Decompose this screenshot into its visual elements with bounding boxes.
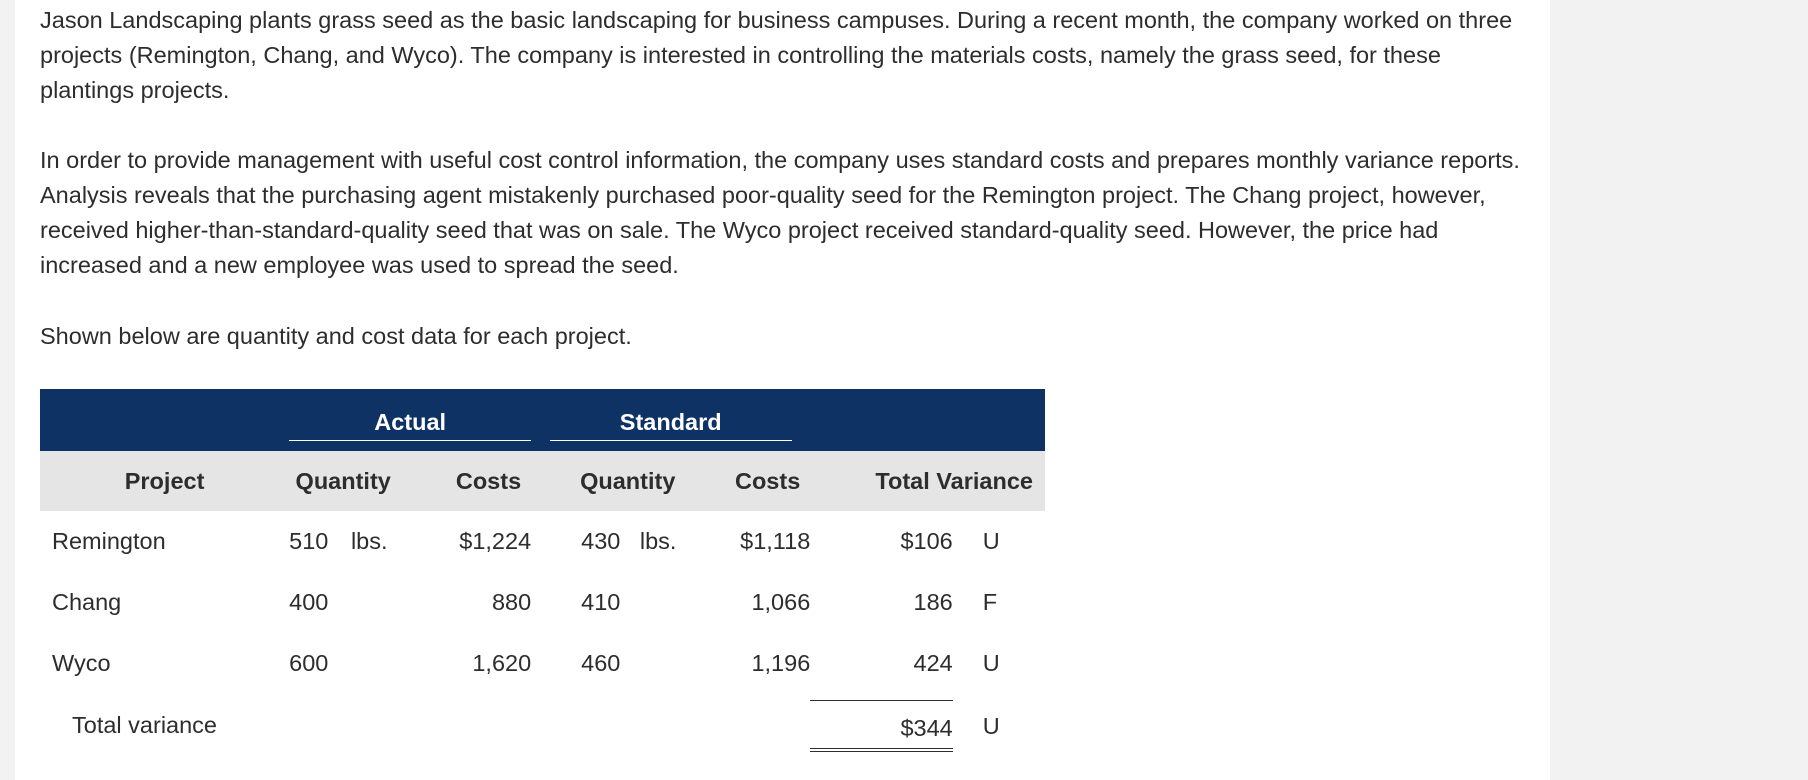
standard-quantity: 430: [581, 528, 621, 554]
actual-quantity: 400: [289, 589, 329, 615]
total-variance-cell: [810, 694, 952, 757]
subtotal-rule: [810, 700, 952, 752]
standard-group-header: Standard: [531, 389, 810, 451]
page: [15, 0, 1550, 780]
total-label: Total variance: [72, 712, 217, 738]
table-row: [40, 511, 1045, 572]
total-variance-flag: U: [982, 713, 1000, 739]
project-name: Wyco: [52, 650, 111, 676]
standard-unit: [640, 633, 684, 694]
standard-quantity: 410: [581, 589, 621, 615]
standard-unit: lbs.: [639, 528, 677, 554]
standard-costs-header: Costs: [684, 451, 810, 511]
group-header-row: [40, 389, 1045, 451]
table-row: [40, 572, 1045, 633]
variance-amount: 186: [913, 589, 953, 615]
table-row: [40, 633, 1045, 694]
standard-quantity-header: Quantity: [531, 451, 684, 511]
total-variance-amount: $344: [900, 714, 953, 741]
project-column-header: Project: [40, 451, 289, 511]
standard-cost: 1,066: [751, 589, 811, 615]
intro-paragraph: Jason Landscaping plants grass seed as the basic landscaping for business campuses. During a recent month, the company worked on three projects (Remington, Chang, and Wyco). The company is interested in controlling the materials costs, namely the grass seed, for these plantings projects.: [40, 7, 1513, 103]
column-header-row: [40, 451, 1045, 511]
project-name: Remington: [52, 528, 166, 554]
actual-cost: $1,224: [459, 528, 532, 554]
variance-amount: $106: [900, 528, 953, 554]
standard-cost: 1,196: [751, 650, 811, 676]
actual-cost: 1,620: [472, 650, 532, 676]
total-variance-header: Total Variance: [810, 451, 1045, 511]
table-lead-paragraph: Shown below are quantity and cost data for each project.: [40, 323, 632, 349]
variance-amount: 424: [913, 650, 953, 676]
actual-unit: [351, 572, 397, 633]
total-row: [40, 694, 1045, 757]
standard-unit: [640, 572, 684, 633]
standard-cost: $1,118: [740, 528, 811, 554]
total-double-rule: [810, 715, 952, 752]
variance-flag: U: [982, 528, 1000, 554]
actual-unit: lbs.: [350, 528, 388, 554]
standard-quantity: 460: [581, 650, 621, 676]
context-paragraph: In order to provide management with useful cost control information, the company uses standard costs and prepares monthly variance reports. Analysis reveals that the purchasing agent mistakenly purchased poor-quality seed for the Remington project. The Chang project, however, received higher-than-standard-quality seed that was on sale. The Wyco project received standard-quality seed. However, the price had increased and a new employee was used to spread the seed.: [40, 147, 1520, 278]
actual-cost: 880: [491, 589, 532, 615]
variance-table: [40, 389, 1045, 757]
actual-quantity-header: Quantity: [289, 451, 397, 511]
variance-flag: F: [982, 589, 998, 615]
project-name: Chang: [52, 589, 122, 615]
actual-quantity: 510: [289, 528, 329, 554]
actual-costs-header: Costs: [397, 451, 531, 511]
variance-flag: U: [982, 650, 1000, 676]
actual-unit: [351, 633, 397, 694]
actual-quantity: 600: [289, 650, 329, 676]
actual-group-header: Actual: [289, 389, 531, 451]
